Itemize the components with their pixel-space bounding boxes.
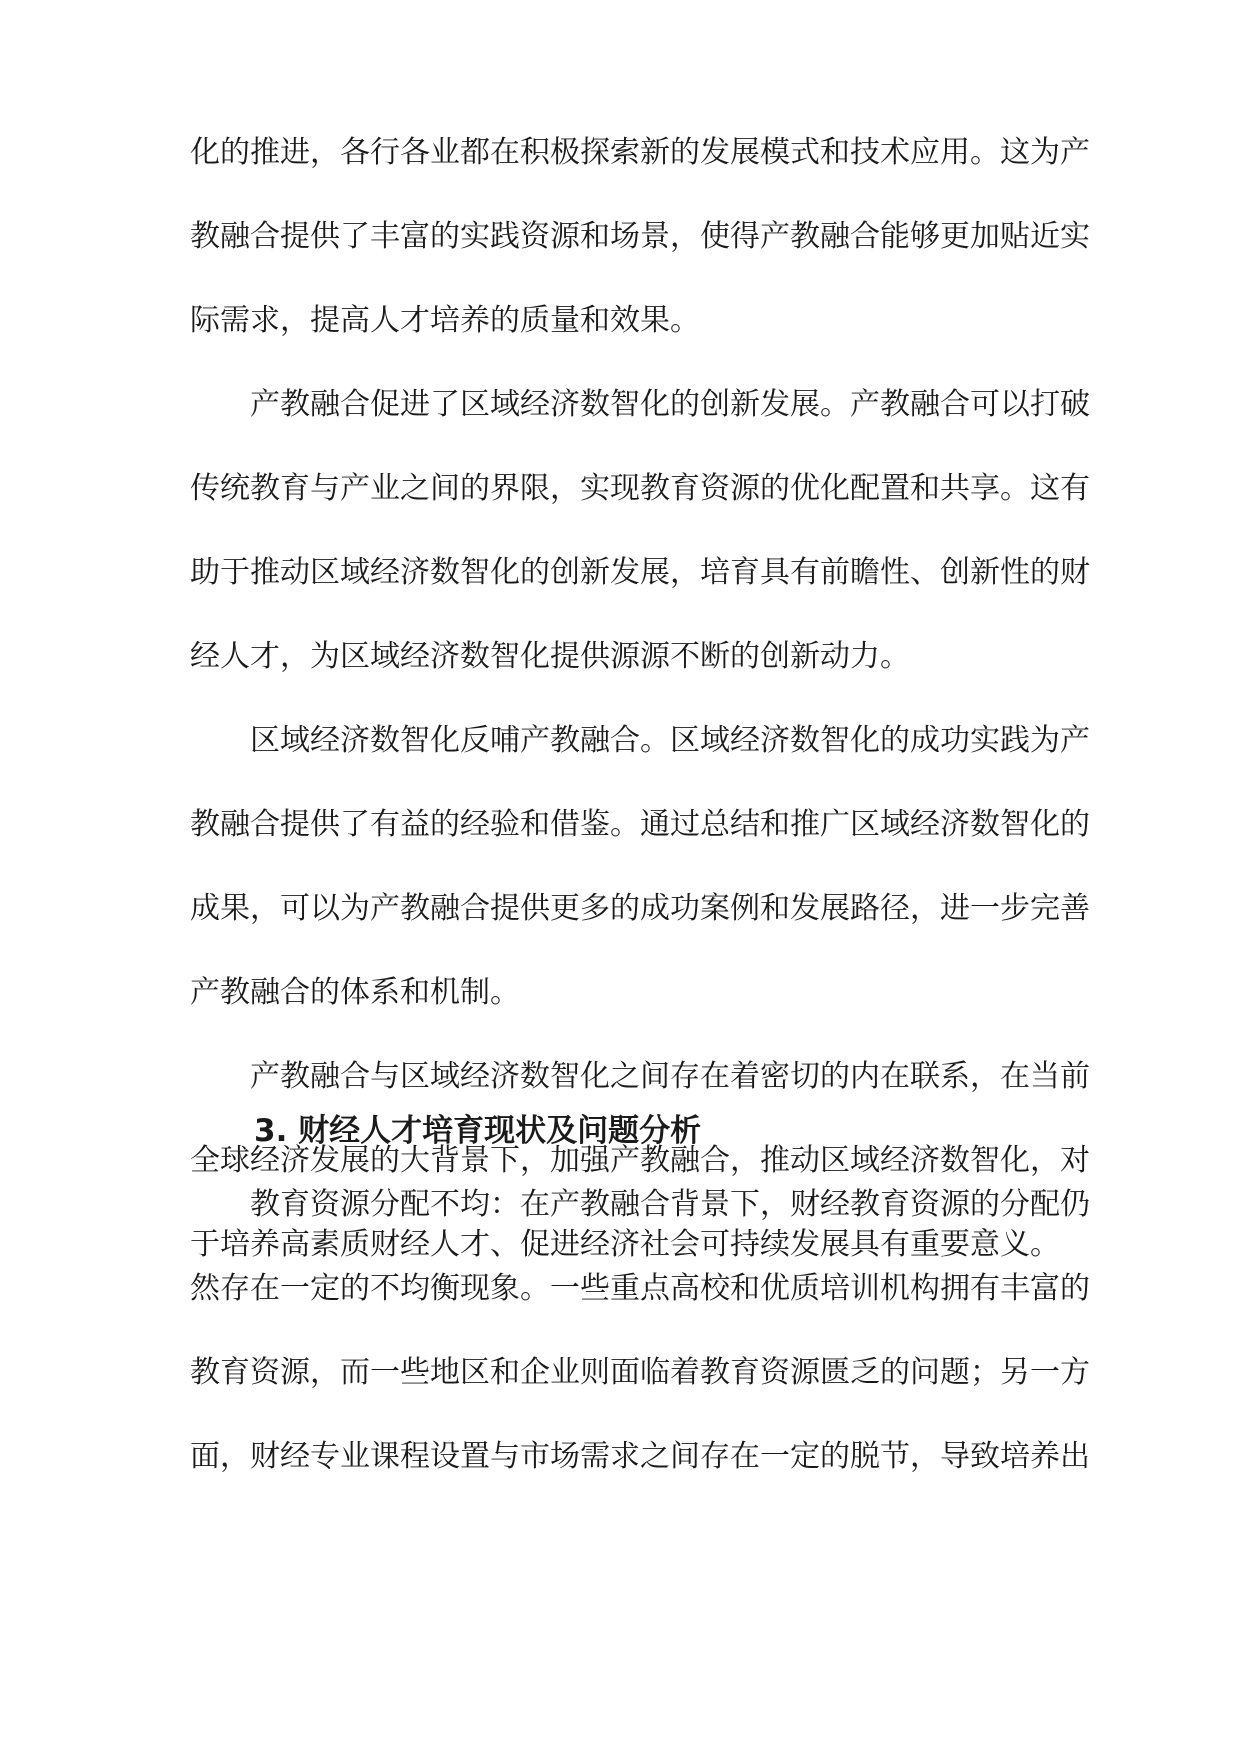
paragraph-3-line-4: 产教融合的体系和机制。 — [190, 975, 520, 1010]
paragraph-4-line-1: 产教融合与区域经济数智化之间存在着密切的内在联系，在当前 — [250, 1059, 1090, 1094]
paragraph-1-line-2: 教融合提供了丰富的实践资源和场景，使得产教融合能够更加贴近实 — [190, 219, 1090, 254]
paragraph-5-line-4: 面，财经专业课程设置与市场需求之间存在一定的脱节，导致培养出 — [190, 1439, 1090, 1474]
paragraph-3-line-1: 区域经济数智化反哺产教融合。区域经济数智化的成功实践为产 — [250, 723, 1090, 758]
paragraph-4-line-2: 全球经济发展的大背景下，加强产教融合，推动区域经济数智化，对 — [190, 1143, 1090, 1178]
paragraph-1-line-3: 际需求，提高人才培养的质量和效果。 — [190, 303, 700, 338]
paragraph-2-line-4: 经人才，为区域经济数智化提供源源不断的创新动力。 — [190, 639, 910, 674]
section-heading: 3. 财经人才培育现状及问题分析 — [254, 1113, 702, 1149]
paragraph-5-line-2: 然存在一定的不均衡现象。一些重点高校和优质培训机构拥有丰富的 — [190, 1271, 1090, 1306]
paragraph-2-line-3: 助于推动区域经济数智化的创新发展，培育具有前瞻性、创新性的财 — [190, 555, 1090, 590]
paragraph-4-line-3: 于培养高素质财经人才、促进经济社会可持续发展具有重要意义。 — [190, 1227, 1060, 1262]
paragraph-2-line-1: 产教融合促进了区域经济数智化的创新发展。产教融合可以打破 — [250, 387, 1090, 422]
paragraph-3-line-3: 成果，可以为产教融合提供更多的成功案例和发展路径，进一步完善 — [190, 891, 1090, 926]
paragraph-2-line-2: 传统教育与产业之间的界限，实现教育资源的优化配置和共享。这有 — [190, 471, 1090, 506]
paragraph-3-line-2: 教融合提供了有益的经验和借鉴。通过总结和推广区域经济数智化的 — [190, 807, 1090, 842]
paragraph-1-line-1: 化的推进，各行各业都在积极探索新的发展模式和技术应用。这为产 — [190, 135, 1090, 170]
paragraph-5-line-1: 教育资源分配不均：在产教融合背景下，财经教育资源的分配仍 — [250, 1187, 1090, 1222]
paragraph-5-line-3: 教育资源，而一些地区和企业则面临着教育资源匮乏的问题；另一方 — [190, 1355, 1090, 1390]
